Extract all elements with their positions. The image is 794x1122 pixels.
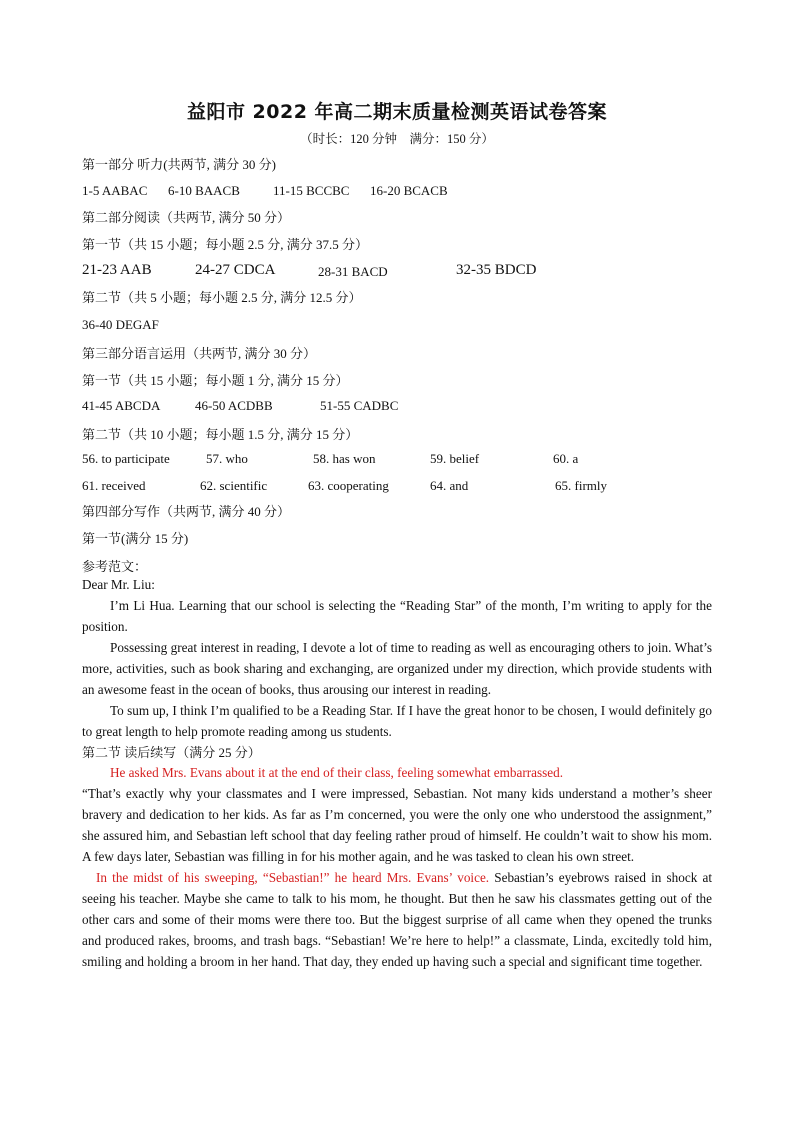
answer-item: 65. firmly bbox=[555, 478, 607, 493]
part4-heading: 第四部分写作（共两节, 满分 40 分） bbox=[82, 504, 291, 519]
part3-heading: 第三部分语言运用（共两节, 满分 30 分） bbox=[82, 346, 317, 361]
letter-paragraph: Possessing great interest in reading, I devote a lot of time to reading as well as encouraging others to join. What’s more, activities, such as book sharing and exchanging, are organized under my direction, which provide students with an awesome feast in the ocean of books, thus arousing our interest in reading. bbox=[82, 640, 712, 697]
part2-heading: 第二部分阅读（共两节, 满分 50 分） bbox=[82, 210, 291, 225]
continuation-lead-sentence: In the midst of his sweeping, “Sebastian!” he heard Mrs. Evans’ voice. bbox=[96, 870, 490, 885]
sample-letter bbox=[82, 574, 712, 742]
answer-group: 51-55 CADBC bbox=[320, 398, 399, 413]
continuation-writing bbox=[82, 762, 712, 972]
answer-item: 60. a bbox=[553, 451, 579, 466]
letter-paragraph: I’m Li Hua. Learning that our school is selecting the “Reading Star” of the month, I’m writing to apply for the position. bbox=[82, 598, 712, 634]
answer-group: 1-5 AABAC bbox=[82, 183, 148, 198]
answer-group: 11-15 BCCBC bbox=[273, 183, 350, 198]
answer-group: 21-23 AAB bbox=[82, 262, 152, 278]
page-title: 益阳市 2022 年高二期末质量检测英语试卷答案 bbox=[186, 101, 608, 123]
continuation-paragraph-text: Sebastian’s eyebrows raised in shock at seeing his teacher. Maybe she came to talk to his mom, he thought. But then he saw his classmates getting out of the other cars and some of their moms were there too. But the biggest surprise of all came when they opened the trunks and produced rakes, brooms, and trash bags. “Sebastian! We’re here to help!” a classmate, Linda, excitedly told him, smiling and holding a broom in her hand. That day, they ended up having such a special and significant time together. bbox=[82, 870, 712, 969]
answer-item: 56. to participate bbox=[82, 451, 170, 466]
answer-group: 36-40 DEGAF bbox=[82, 317, 159, 332]
continuation-paragraph-2 bbox=[82, 867, 712, 972]
answer-group: 24-27 CDCA bbox=[195, 262, 276, 278]
part3-section1-heading: 第一节（共 15 小题；每小题 1 分, 满分 15 分） bbox=[82, 373, 349, 388]
continuation-paragraph: “That’s exactly why your classmates and I were impressed, Sebastian. Not many kids understand a mother’s sheer bravery and dedication to her kids. As far as I’m concerned, you were the only one who understood the assignment,” she assured him, and Sebastian left school that day feeling rather proud of himself. He couldn’t wait to show his mom. A few days later, Sebastian was filling in for his mother again, and he was tasked to clean his own street. bbox=[82, 786, 712, 864]
part2-section1-heading: 第一节（共 15 小题；每小题 2.5 分, 满分 37.5 分） bbox=[82, 237, 369, 252]
answer-item: 61. received bbox=[82, 478, 146, 493]
continuation-lead-sentence: He asked Mrs. Evans about it at the end of their class, feeling somewhat embarrassed. bbox=[110, 765, 563, 780]
answer-item: 57. who bbox=[206, 451, 248, 466]
part1-heading: 第一部分 听力(共两节, 满分 30 分) bbox=[82, 157, 276, 172]
sample-essay-label: 参考范文： bbox=[82, 559, 148, 574]
part4-section2-heading: 第二节 读后续写（满分 25 分） bbox=[82, 745, 261, 760]
answer-group: 46-50 ACDBB bbox=[195, 398, 273, 413]
answer-item: 62. scientific bbox=[200, 478, 268, 493]
answer-group: 41-45 ABCDA bbox=[82, 398, 161, 413]
answer-group: 16-20 BCACB bbox=[370, 183, 448, 198]
answer-group: 32-35 BDCD bbox=[456, 262, 537, 278]
part2-section2-heading: 第二节（共 5 小题；每小题 2.5 分, 满分 12.5 分） bbox=[82, 290, 362, 305]
answer-item: 59. belief bbox=[430, 451, 480, 466]
answer-item: 64. and bbox=[430, 478, 469, 493]
page-subtitle: （时长：120 分钟 满分：150 分） bbox=[300, 132, 494, 146]
answer-group: 6-10 BAACB bbox=[168, 183, 240, 198]
part3-section2-heading: 第二节（共 10 小题；每小题 1.5 分, 满分 15 分） bbox=[82, 427, 359, 442]
answer-group: 28-31 BACD bbox=[318, 264, 388, 279]
answer-item: 63. cooperating bbox=[308, 478, 389, 493]
letter-paragraph: To sum up, I think I’m qualified to be a Reading Star. If I have the great honor to be chosen, I would definitely go to great length to help promote reading among us students. bbox=[82, 703, 712, 739]
answer-item: 58. has won bbox=[313, 451, 376, 466]
letter-greeting: Dear Mr. Liu: bbox=[82, 577, 155, 592]
part4-section1-heading: 第一节(满分 15 分) bbox=[82, 531, 189, 546]
